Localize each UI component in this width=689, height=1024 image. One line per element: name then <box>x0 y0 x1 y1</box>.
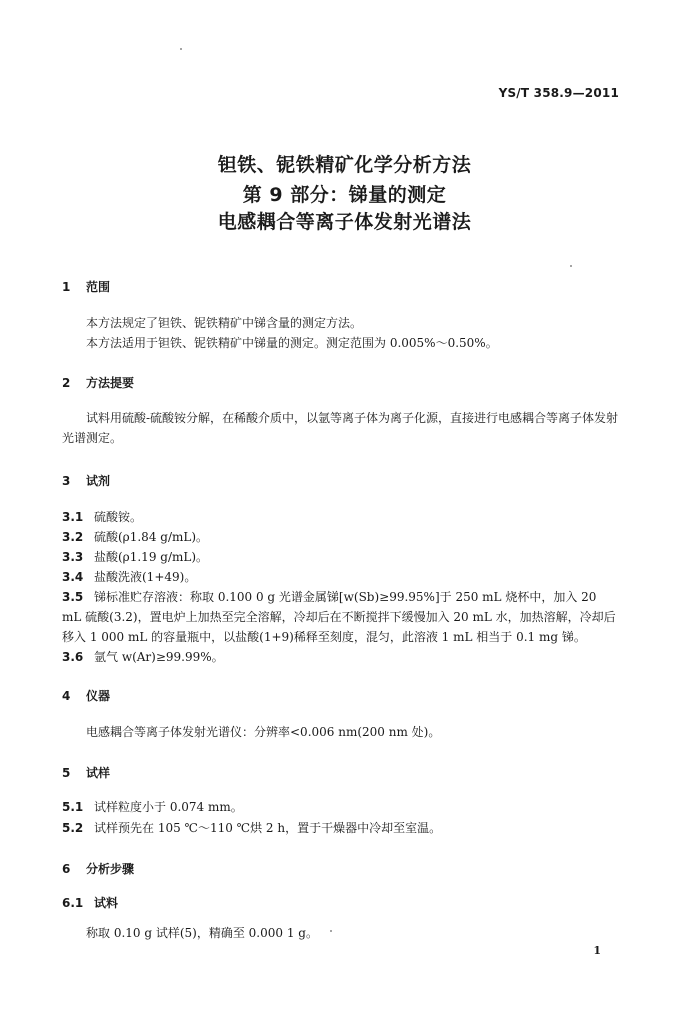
section-title: 仪器 <box>86 689 111 703</box>
paragraph: 电感耦合等离子体发射光谱仪：分辨率<0.006 nm(200 nm 处)。 <box>86 725 441 739</box>
subsection-heading <box>62 893 619 913</box>
item-number: 5.1 <box>62 800 84 814</box>
section-title: 试样 <box>86 766 111 780</box>
item-number: 3.1 <box>62 510 84 524</box>
section-number: 2 <box>62 376 71 390</box>
item-number: 3.3 <box>62 550 84 564</box>
list-item <box>62 797 619 817</box>
scan-speck <box>180 48 182 50</box>
document-title-line-2: 第 9 部分：锑量的测定 <box>242 184 447 206</box>
section-heading <box>62 764 110 781</box>
document-title-line-3: 电感耦合等离子体发射光谱法 <box>217 211 472 233</box>
list-item <box>62 818 619 838</box>
item-number: 5.2 <box>62 821 84 835</box>
section-number: 1 <box>62 280 71 294</box>
section-title: 分析步骤 <box>86 862 135 876</box>
subsection-title: 试料 <box>94 896 119 910</box>
section-number: 5 <box>62 766 71 780</box>
list-item <box>62 527 619 547</box>
section-title: 方法提要 <box>86 376 135 390</box>
list-item <box>62 567 619 587</box>
scan-speck <box>570 265 572 267</box>
list-item <box>62 507 619 527</box>
page-number: 1 <box>593 944 601 957</box>
section-number: 3 <box>62 474 71 488</box>
section-number: 6 <box>62 862 71 876</box>
section-heading <box>62 374 134 391</box>
paragraph: 称取 0.10 g 试样(5)，精确至 0.000 1 g。 <box>86 926 318 940</box>
item-text: 锑标准贮存溶液：称取 0.100 0 g 光谱金属锑[w(Sb)≥99.95%]于 250 mL 烧杯中，加入 20 mL 硫酸(3.2)，置电炉上加热至完全溶解，冷却后在不断搅拌下缓慢加入 20 mL 水，加热溶解，冷却后移入 1 000 mL 的容量瓶中，以盐酸(1+9)稀释至刻度，混匀，此溶液 1 mL 相当于 0.1 mg 锑。 <box>62 590 616 644</box>
item-text: 硫酸(ρ1.84 g/mL)。 <box>94 530 209 544</box>
item-number: 3.6 <box>62 650 84 664</box>
item-text: 氩气 w(Ar)≥99.99%。 <box>94 650 224 664</box>
item-number: 3.5 <box>62 590 84 604</box>
section-heading <box>62 687 110 704</box>
section-number: 4 <box>62 689 71 703</box>
item-text: 盐酸(ρ1.19 g/mL)。 <box>94 550 209 564</box>
item-text: 硫酸铵。 <box>94 510 143 524</box>
paragraph: 本方法适用于钽铁、铌铁精矿中锑量的测定。测定范围为 0.005%～0.50%。 <box>86 336 498 350</box>
paragraph: 本方法规定了钽铁、铌铁精矿中锑含量的测定方法。 <box>86 316 363 330</box>
item-text: 试样粒度小于 0.074 mm。 <box>94 800 243 814</box>
document-title-line-1: 钽铁、铌铁精矿化学分析方法 <box>217 154 472 176</box>
item-text: 试样预先在 105 ℃～110 ℃烘 2 h，置于干燥器中冷却至室温。 <box>94 821 442 835</box>
section-heading <box>62 860 134 877</box>
section-heading <box>62 278 110 295</box>
section-heading <box>62 472 110 489</box>
list-item <box>62 587 619 647</box>
item-text: 盐酸洗液(1+49)。 <box>94 570 197 584</box>
subsection-number: 6.1 <box>62 896 84 910</box>
section-title: 范围 <box>86 280 111 294</box>
section-title: 试剂 <box>86 474 111 488</box>
list-item <box>62 647 619 667</box>
standard-code: YS/T 358.9—2011 <box>498 86 619 100</box>
paragraph: 试料用硫酸-硫酸铵分解，在稀酸介质中，以氩等离子体为离子化源，直接进行电感耦合等离子体发射光谱测定。 <box>62 411 619 445</box>
item-number: 3.2 <box>62 530 84 544</box>
item-number: 3.4 <box>62 570 84 584</box>
list-item <box>62 547 619 567</box>
